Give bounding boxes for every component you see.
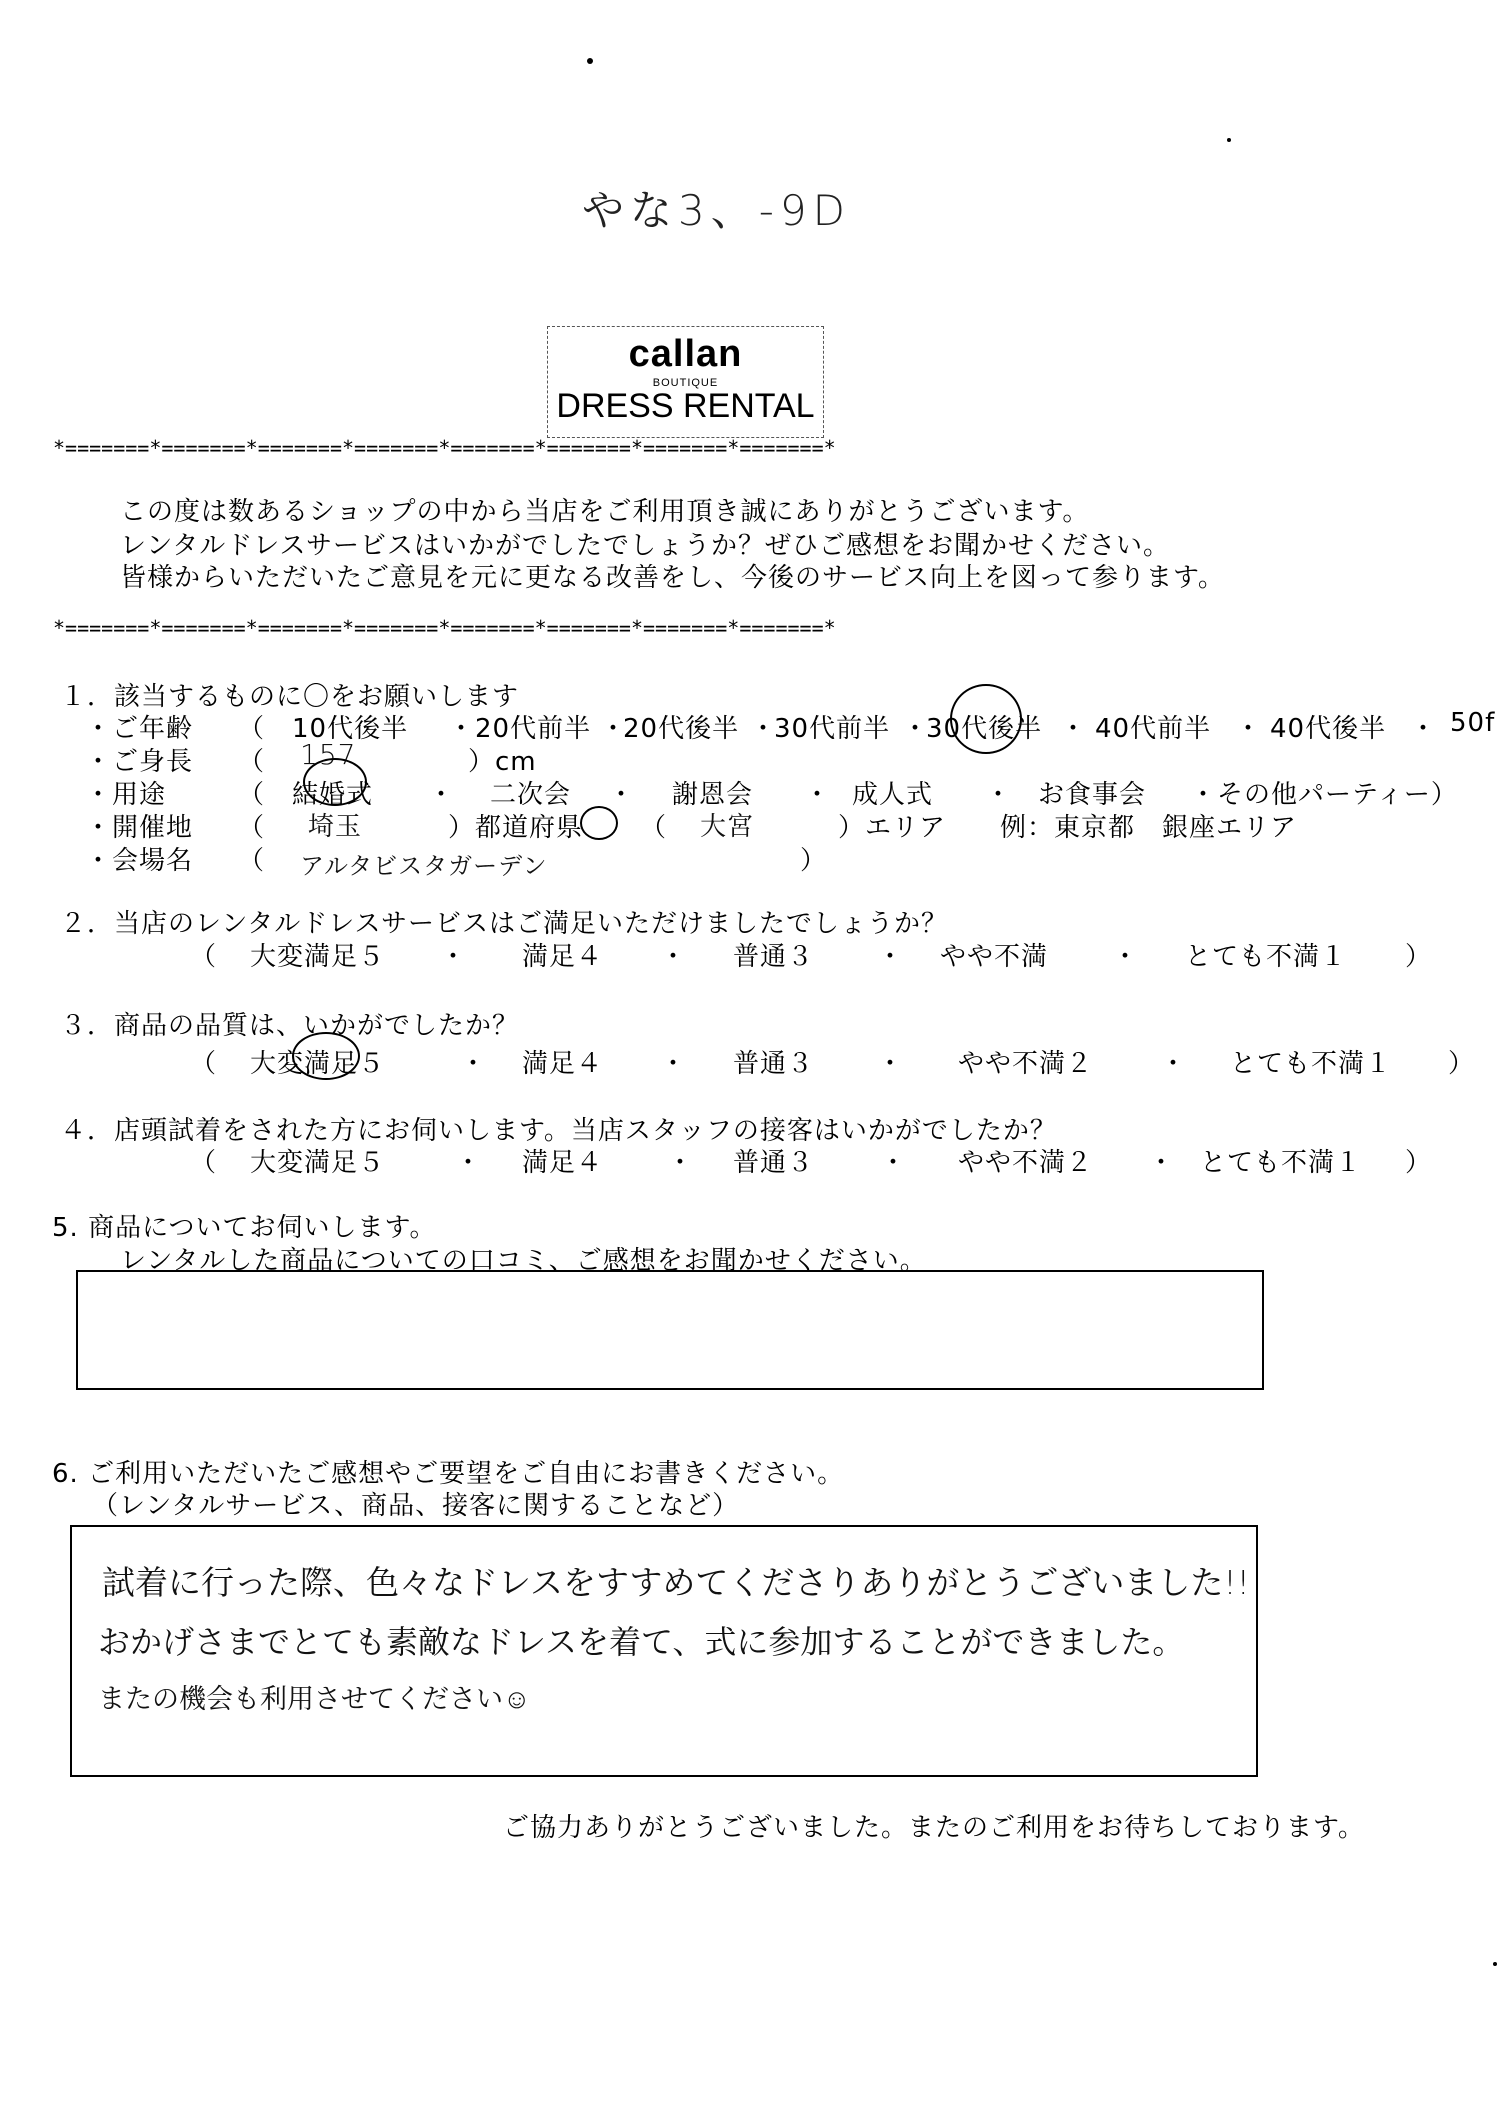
- rating-sep: ・: [460, 1049, 488, 1079]
- selection-circle: [292, 1032, 360, 1080]
- rating-paren: （: [190, 1148, 218, 1178]
- purpose-sep: ・: [985, 780, 1013, 810]
- logo-name: callan: [628, 333, 743, 375]
- venue-name-open-paren: （: [238, 846, 266, 876]
- purpose-open-paren: （: [238, 780, 266, 810]
- age-option: 50f: [1450, 708, 1496, 738]
- intro-line: レンタルドレスサービスはいかがでしたでしょうか？ぜひご感想をお聞かせください。: [120, 531, 1171, 561]
- rating-option: 普通３: [733, 1049, 815, 1079]
- area-suffix: ）エリア: [838, 813, 947, 843]
- rating-option: 満足４: [522, 1049, 604, 1079]
- purpose-sep: ・: [804, 780, 832, 810]
- rating-sep: ・: [660, 1049, 688, 1079]
- prefecture-value: 埼玉: [308, 812, 363, 842]
- venue-area-label: ・開催地: [85, 813, 194, 843]
- height-close: ）cm: [468, 747, 537, 777]
- rating-sep: ・: [877, 942, 905, 972]
- rating-sep: ・: [667, 1148, 695, 1178]
- area-open-paren: （: [640, 813, 668, 843]
- rating-option: やや不満２: [958, 1049, 1094, 1079]
- age-sep: ・: [600, 714, 628, 744]
- scan-speck: [1493, 1962, 1497, 1966]
- age-option: 40代後半: [1270, 714, 1387, 744]
- age-sep: ・: [1060, 714, 1088, 744]
- rating-sep: ・: [660, 942, 688, 972]
- rating-sep: ・: [1148, 1148, 1176, 1178]
- scan-speck: [1227, 138, 1231, 142]
- age-option-selected: 30代後半: [926, 714, 1043, 744]
- q6-answer-line: またの機会も利用させてください☺: [98, 1684, 531, 1715]
- age-option: 20代後半: [623, 714, 740, 744]
- purpose-option-selected: 結婚式: [292, 780, 374, 810]
- age-open-paren: （: [238, 714, 266, 744]
- rating-option: 満足４: [522, 1148, 604, 1178]
- rating-paren: （: [190, 942, 218, 972]
- rating-option: 普通３: [733, 942, 815, 972]
- age-sep: ・: [750, 714, 778, 744]
- purpose-option: 謝恩会: [672, 780, 754, 810]
- rating-paren: ）: [1405, 1148, 1433, 1178]
- age-sep: ・: [902, 714, 930, 744]
- rating-option: 普通３: [733, 1148, 815, 1178]
- logo-main: DRESS RENTAL: [556, 387, 815, 425]
- q3-title: ３．商品の品質は、いかがでしたか？: [60, 1011, 520, 1041]
- q6-answer-line: おかげさまでとても素敵なドレスを着て、式に参加することができました。: [98, 1623, 1185, 1661]
- q6-answer-box: [70, 1525, 1258, 1777]
- purpose-label: ・用途: [85, 780, 167, 810]
- purpose-sep: ・: [428, 780, 456, 810]
- rating-option-selected: 大変満足５: [250, 942, 386, 972]
- rating-sep: ・: [880, 1148, 908, 1178]
- intro-line: この度は数あるショップの中から当店をご利用頂き誠にありがとうございます。: [120, 497, 1090, 527]
- age-sep: ・: [448, 714, 476, 744]
- rating-sep: ・: [440, 942, 468, 972]
- rating-option: やや不満２: [958, 1148, 1094, 1178]
- footer-thanks: ご協力ありがとうございました。またのご利用をお待ちしております。: [503, 1813, 1365, 1843]
- rating-paren: ）: [1405, 942, 1433, 972]
- intro-line: 皆様からいただいたご意見を元に更なる改善をし、今後のサービス向上を図って参ります。: [120, 563, 1225, 593]
- rating-option-selected: 大変満足５: [250, 1049, 386, 1079]
- divider-top: *=======*=======*=======*=======*=======*=======*=======*=======*: [53, 436, 836, 460]
- age-sep: ・: [1235, 714, 1263, 744]
- rating-paren: （: [190, 1049, 218, 1079]
- rating-option: やや不満: [940, 942, 1049, 972]
- height-value: 157: [300, 738, 357, 771]
- age-option: 10代後半: [292, 714, 409, 744]
- purpose-option: ・その他パーティー）: [1190, 780, 1458, 810]
- venue-area-open-paren: （: [238, 813, 266, 843]
- scan-speck: [587, 58, 593, 64]
- shop-logo: [547, 326, 824, 438]
- age-sep: ・: [1410, 714, 1438, 744]
- prefecture-suffix: ）都道府県: [448, 813, 584, 843]
- venue-name-value: アルタビスタガーデン: [300, 852, 548, 880]
- rating-paren: ）: [1448, 1049, 1476, 1079]
- age-option: 30代前半: [774, 714, 891, 744]
- age-option: 20代前半: [475, 714, 592, 744]
- selection-circle: [303, 758, 367, 806]
- rating-sep: ・: [1112, 942, 1140, 972]
- purpose-option: お食事会: [1038, 780, 1147, 810]
- q6-answer-line: 試着に行った際、色々なドレスをすすめてくださりありがとうございました!!: [102, 1563, 1250, 1602]
- area-value: 大宮: [700, 812, 755, 842]
- rating-sep: ・: [877, 1049, 905, 1079]
- handwritten-note: やな3、-9D: [582, 186, 851, 235]
- divider-bottom: *=======*=======*=======*=======*=======*=======*=======*=======*: [53, 616, 836, 640]
- rating-option: 大変満足５: [250, 1148, 386, 1178]
- rating-sep: ・: [1160, 1049, 1188, 1079]
- q5-title: 5. 商品についてお伺いします。: [52, 1213, 437, 1243]
- age-label: ・ご年齢: [85, 714, 194, 744]
- rating-sep: ・: [455, 1148, 483, 1178]
- q6-title: 6. ご利用いただいたご感想やご要望をご自由にお書きください。: [52, 1459, 845, 1489]
- height-open-paren: （: [238, 747, 266, 777]
- venue-name-close: ）: [800, 846, 828, 876]
- rating-option: とても不満１: [1200, 1148, 1363, 1178]
- rating-option: とても不満１: [1185, 942, 1348, 972]
- purpose-option: 二次会: [490, 780, 572, 810]
- rating-option: 満足４: [522, 942, 604, 972]
- height-label: ・ご身長: [85, 747, 194, 777]
- q6-sub: （レンタルサービス、商品、接客に関することなど）: [92, 1491, 740, 1521]
- selection-circle: [950, 684, 1022, 754]
- selection-circle: [580, 806, 618, 840]
- q2-title: ２．当店のレンタルドレスサービスはご満足いただけましたでしょうか？: [60, 909, 949, 939]
- purpose-sep: ・: [608, 780, 636, 810]
- age-option: 40代前半: [1095, 714, 1212, 744]
- q1-title: １．該当するものに〇をお願いします: [60, 682, 520, 712]
- logo-sub: BOUTIQUE: [652, 377, 719, 389]
- q5-sub: レンタルした商品についての口コミ、ご感想をお聞かせください。: [120, 1246, 927, 1276]
- q4-title: ４．店頭試着をされた方にお伺いします。当店スタッフの接客はいかがでしたか？: [60, 1116, 1057, 1146]
- venue-name-label: ・会場名: [85, 846, 194, 876]
- q5-answer-box: [76, 1270, 1264, 1390]
- area-example: 例：東京都 銀座エリア: [1000, 813, 1298, 843]
- purpose-option: 成人式: [852, 780, 934, 810]
- rating-option: とても不満１: [1230, 1049, 1393, 1079]
